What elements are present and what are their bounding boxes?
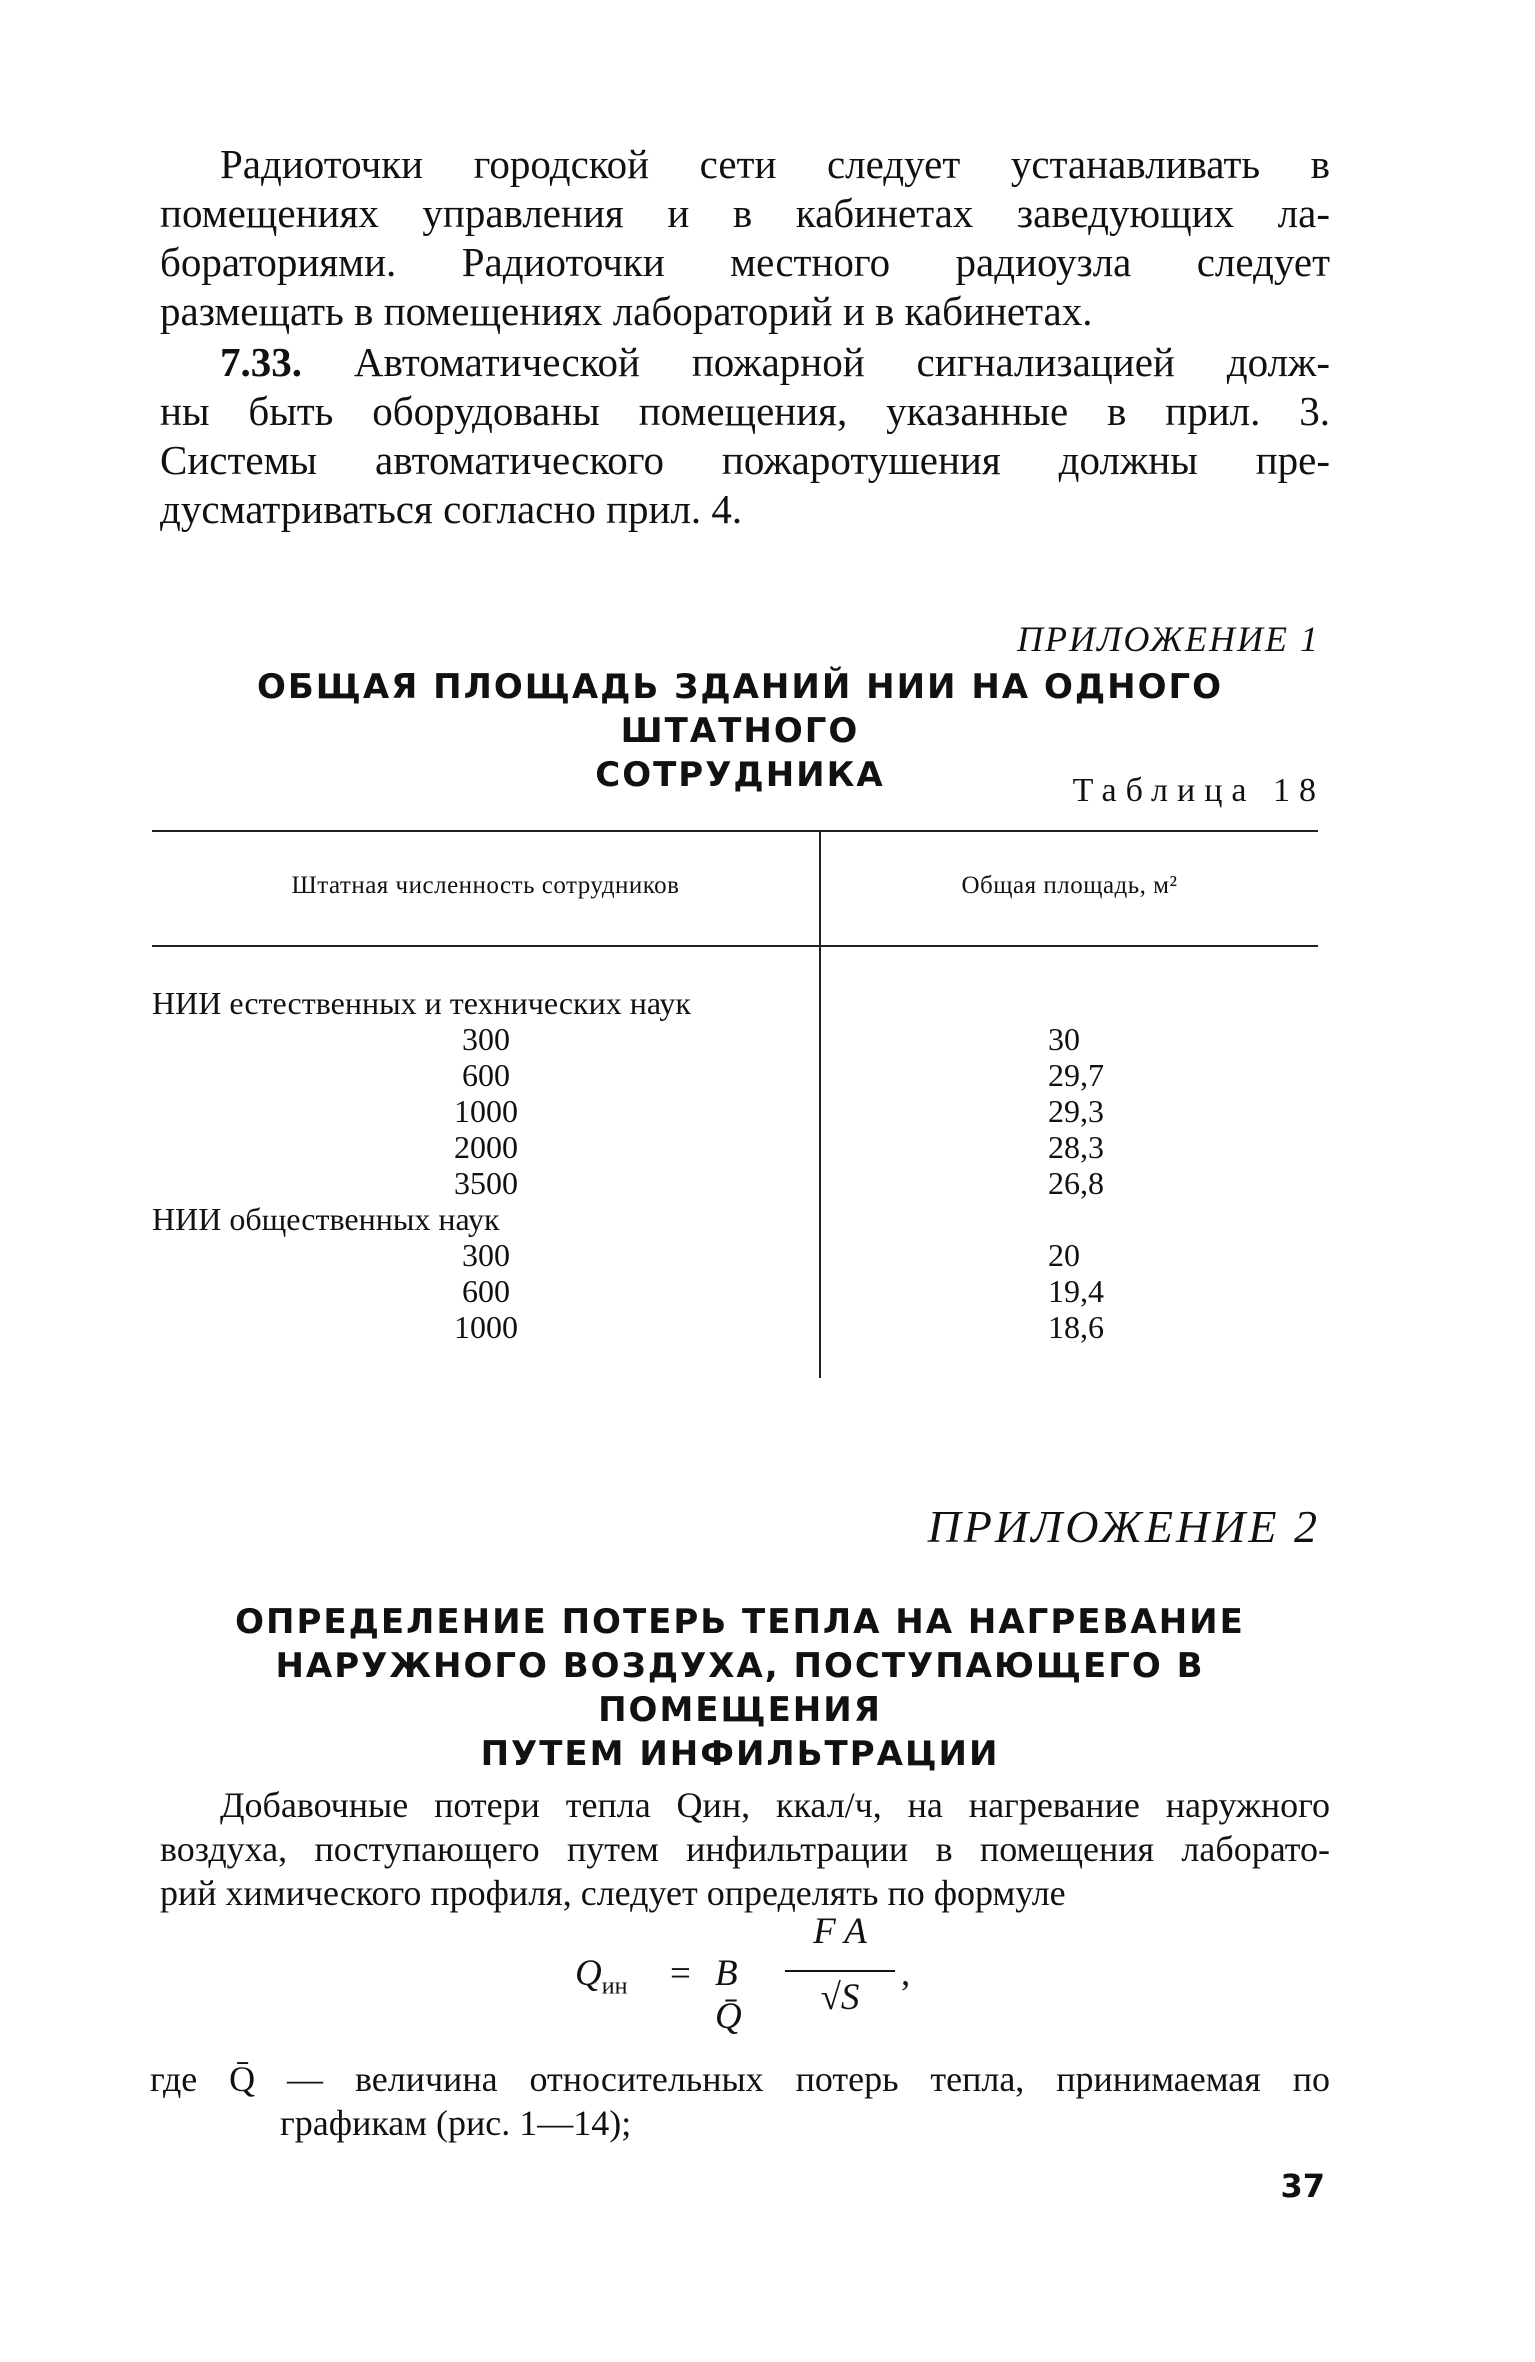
col-header-area: Общая площадь, м² [961, 872, 1178, 899]
table-cell: 30 [1048, 1021, 1080, 1057]
text-line: где Q̄ — величина относительных потерь тепла, принимаемая по [150, 2059, 1330, 2099]
table-header-rule [152, 945, 1318, 947]
intro-paragraph-2 [160, 338, 1330, 534]
table-cell: 26,8 [1048, 1165, 1104, 1201]
table-cell: 20 [1048, 1237, 1080, 1273]
table-cell: 600 [462, 1057, 510, 1093]
table-cell: 600 [462, 1273, 510, 1309]
table-cell: 1000 [454, 1093, 518, 1129]
table-caption: Таблица 18 [1072, 772, 1325, 809]
table-col-area [1048, 985, 1288, 1345]
text-line: бораториями. Радиоточки местного радиоузла следует [160, 239, 1330, 285]
table-cell: 3500 [454, 1165, 518, 1201]
appendix-2-label: ПРИЛОЖЕНИЕ 2 [927, 1501, 1320, 1552]
text-line: Автоматической пожарной сигнализацией долж- [353, 339, 1330, 385]
clause-number: 7.33. [220, 339, 302, 385]
table-column-divider [819, 830, 821, 1378]
table-cell: 18,6 [1048, 1309, 1104, 1345]
formula-denominator: √S [820, 1977, 860, 2018]
table-cell: 28,3 [1048, 1129, 1104, 1165]
table-col-staff [152, 985, 812, 1345]
appendix-2-body [160, 1783, 1330, 1915]
text-line: ны быть оборудованы помещения, указанные в прил. 3. [160, 388, 1330, 434]
table-cell: 29,7 [1048, 1057, 1104, 1093]
text-line: размещать в помещениях лабораторий и в кабинетах. [160, 288, 1093, 334]
table-cell: 300 [462, 1237, 510, 1273]
page-number: 37 [1280, 2167, 1325, 2205]
intro-paragraph-1 [160, 140, 1330, 336]
text-line: Системы автоматического пожаротушения должны пре- [160, 437, 1330, 483]
appendix-1-label: ПРИЛОЖЕНИЕ 1 [1017, 619, 1320, 659]
table-row: НИИ общественных наук [152, 1201, 500, 1237]
table-cell: 300 [462, 1021, 510, 1057]
table-cell: 19,4 [1048, 1273, 1104, 1309]
fraction-bar [785, 1970, 895, 1972]
text-line: Добавочные потери тепла Qин, ккал/ч, на нагревание наружного [220, 1785, 1330, 1825]
formula-numerator: F A [813, 1911, 867, 1952]
table-cell: 29,3 [1048, 1093, 1104, 1129]
table-cell [1048, 985, 1288, 1021]
table-top-rule [152, 830, 1318, 832]
table-row: НИИ естественных и технических наук [152, 985, 691, 1021]
col-header-staff: Штатная численность сотрудников [291, 872, 680, 899]
text-line: рий химического профиля, следует определять по формуле [160, 1873, 1066, 1913]
text-line: помещениях управления и в кабинетах заведующих ла- [160, 190, 1330, 236]
text-line: Радиоточки городской сети следует устанавливать в [220, 141, 1330, 187]
table-cell: 1000 [454, 1309, 518, 1345]
table-cell [1048, 1201, 1288, 1237]
formula-where-clause [150, 2057, 1330, 2145]
text-line: дусматриваться согласно прил. 4. [160, 486, 743, 532]
table-cell: 2000 [454, 1129, 518, 1165]
text-line: графикам (рис. 1—14); [280, 2103, 632, 2143]
appendix-2-title: ОПРЕДЕЛЕНИЕ ПОТЕРЬ ТЕПЛА НА НАГРЕВАНИЕ НАРУЖНОГО ВОЗДУХА, ПОСТУПАЮЩЕГО В ПОМЕЩЕНИЯ ПУТЕМ ИНФИЛЬТРАЦИИ [235, 1602, 1245, 1774]
appendix-1-title: ОБЩАЯ ПЛОЩАДЬ ЗДАНИЙ НИИ НА ОДНОГО ШТАТНОГО СОТРУДНИКА [256, 667, 1224, 795]
text-line: воздуха, поступающего путем инфильтрации в помещения лаборато- [160, 1829, 1330, 1869]
